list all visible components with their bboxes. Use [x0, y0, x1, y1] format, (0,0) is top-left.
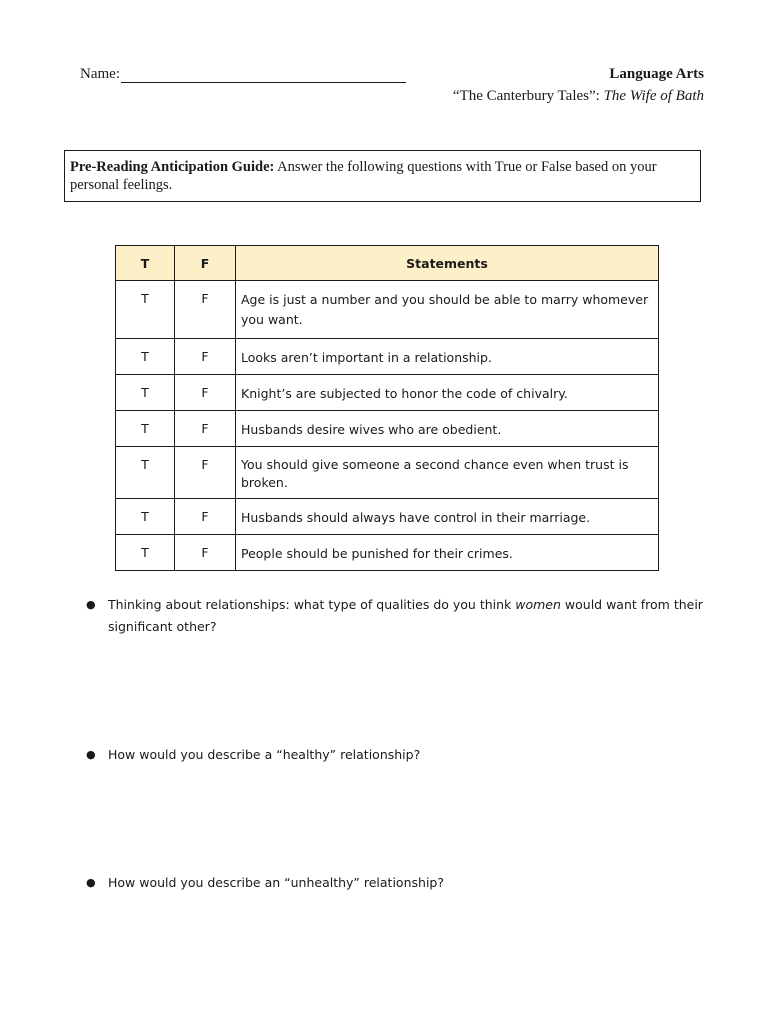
course-title: Language Arts [609, 66, 704, 82]
reading-title [453, 88, 704, 105]
bullet-icon: ● [86, 748, 96, 761]
true-option[interactable]: T [116, 535, 175, 571]
question-healthy-relationship [86, 744, 706, 766]
statement: Looks aren’t important in a relationship. [236, 339, 659, 375]
statement: Husbands desire wives who are obedient. [236, 411, 659, 447]
table-row [116, 411, 659, 447]
anticipation-guide-instructions [64, 150, 701, 202]
true-option[interactable]: T [116, 411, 175, 447]
false-option[interactable]: F [175, 535, 236, 571]
true-option[interactable]: T [116, 499, 175, 535]
name-blank-line[interactable] [121, 68, 406, 83]
header-false: F [175, 246, 236, 281]
name-field[interactable] [80, 66, 406, 83]
false-option[interactable]: F [175, 281, 236, 339]
true-option[interactable]: T [116, 447, 175, 499]
statement: Age is just a number and you should be able to marry whomever you want. [236, 281, 659, 339]
reading-title-quote: “The Canterbury Tales”: [452, 88, 604, 104]
table-row [116, 375, 659, 411]
table-header-row [116, 246, 659, 281]
false-option[interactable]: F [175, 375, 236, 411]
statement: You should give someone a second chance even when trust is broken. [236, 447, 659, 499]
true-false-table [115, 245, 659, 571]
question-text: How would you describe an “unhealthy” relationship? [108, 875, 444, 890]
guide-instructions: Answer the following questions with True or False based on your personal feelings. [70, 159, 657, 193]
table-row [116, 535, 659, 571]
question-text-part: Thinking about relationships: what type of qualities do you think [108, 597, 516, 612]
table-row [116, 447, 659, 499]
question-text [108, 594, 706, 638]
statement: Knight’s are subjected to honor the code of chivalry. [236, 375, 659, 411]
false-option[interactable]: F [175, 339, 236, 375]
statement: People should be punished for their crimes. [236, 535, 659, 571]
reading-title-italic: The Wife of Bath [603, 88, 704, 104]
false-option[interactable]: F [175, 499, 236, 535]
false-option[interactable]: F [175, 411, 236, 447]
header-true: T [116, 246, 175, 281]
false-option[interactable]: F [175, 447, 236, 499]
question-text-part: would want from their significant other? [108, 597, 703, 634]
question-emphasis: women [515, 597, 561, 612]
true-option[interactable]: T [116, 339, 175, 375]
question-text: How would you describe a “healthy” relationship? [108, 747, 421, 762]
true-option[interactable]: T [116, 375, 175, 411]
true-option[interactable]: T [116, 281, 175, 339]
table-row [116, 339, 659, 375]
bullet-icon: ● [86, 598, 96, 611]
statement: Husbands should always have control in their marriage. [236, 499, 659, 535]
table-row [116, 281, 659, 339]
question-unhealthy-relationship [86, 872, 706, 894]
table-row [116, 499, 659, 535]
name-label: Name: [80, 66, 120, 82]
header-statements: Statements [236, 246, 659, 281]
guide-heading: Pre-Reading Anticipation Guide: [70, 159, 275, 175]
question-women-qualities [86, 594, 706, 638]
bullet-icon: ● [86, 876, 96, 889]
